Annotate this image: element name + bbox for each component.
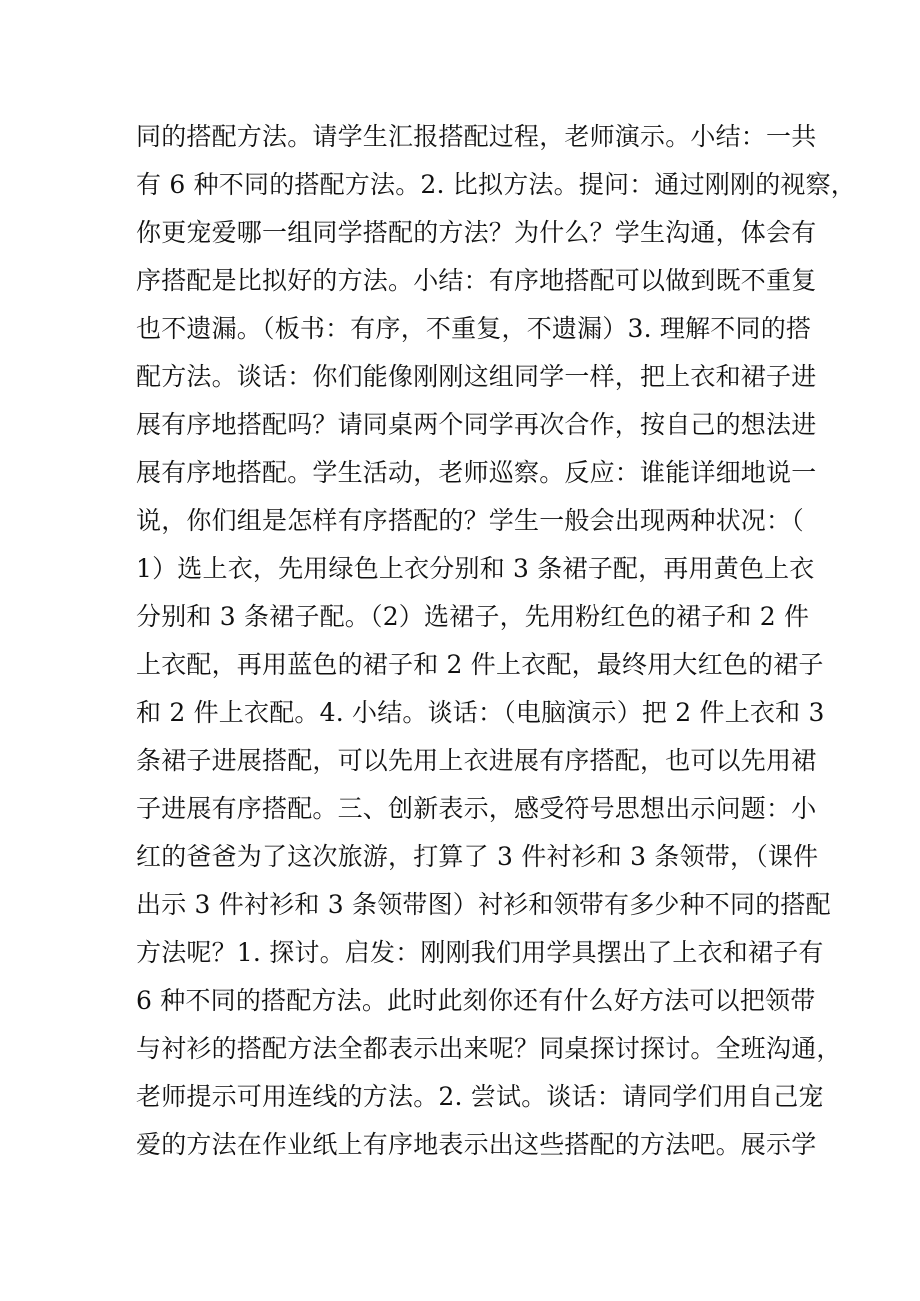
text-line: 序搭配是比拟好的方法。小结：有序地搭配可以做到既不重复 xyxy=(136,266,817,295)
text-line: 配方法。谈话：你们能像刚刚这组同学一样，把上衣和裙子进 xyxy=(136,362,817,391)
text-line: 和 2 件上衣配。4. 小结。谈话：（电脑演示）把 2 件上衣和 3 xyxy=(136,698,825,727)
text-line: 方法呢？1. 探讨。启发：刚刚我们用学具摆出了上衣和裙子有 xyxy=(136,938,824,967)
text-line: 爱的方法在作业纸上有序地表示出这些搭配的方法吧。展示学 xyxy=(136,1130,817,1159)
text-line: 老师提示可用连线的方法。2. 尝试。谈话：请同学们用自己宠 xyxy=(136,1082,824,1111)
text-line: 条裙子进展搭配，可以先用上衣进展有序搭配，也可以先用裙 xyxy=(136,746,817,775)
text-line: 展有序地搭配吗？请同桌两个同学再次合作，按自己的想法进 xyxy=(136,410,817,439)
text-line: 也不遗漏。（板书：有序，不重复，不遗漏）3. 理解不同的搭 xyxy=(136,314,812,343)
text-line: 出示 3 件衬衫和 3 条领带图）衬衫和领带有多少种不同的搭配 xyxy=(136,890,831,919)
body-text xyxy=(136,113,857,1169)
text-line: 同的搭配方法。请学生汇报搭配过程，老师演示。小结：一共 xyxy=(136,122,817,151)
text-line: 红的爸爸为了这次旅游，打算了 3 件衬衫和 3 条领带，（课件 xyxy=(136,842,819,871)
text-line: 说，你们组是怎样有序搭配的？学生一般会出现两种状况：（ xyxy=(136,506,804,535)
text-line: 6 种不同的搭配方法。此时此刻你还有什么好方法可以把领带 xyxy=(136,986,816,1015)
text-line: 展有序地搭配。学生活动，老师巡察。反应：谁能详细地说一 xyxy=(136,458,817,487)
text-line: 分别和 3 条裙子配。（2）选裙子，先用粉红色的裙子和 2 件 xyxy=(136,602,810,631)
text-line: 与衬衫的搭配方法全都表示出来呢？同桌探讨探讨。全班沟通， xyxy=(136,1034,842,1063)
text-line: 有 6 种不同的搭配方法。2. 比拟方法。提问：通过刚刚的视察， xyxy=(136,170,857,199)
text-line: 子进展有序搭配。三、创新表示，感受符号思想出示问题：小 xyxy=(136,794,817,823)
text-line: 1）选上衣，先用绿色上衣分别和 3 条裙子配，再用黄色上衣 xyxy=(136,554,815,583)
text-line: 上衣配，再用蓝色的裙子和 2 件上衣配，最终用大红色的裙子 xyxy=(136,650,824,679)
text-line: 你更宠爱哪一组同学搭配的方法？为什么？学生沟通，体会有 xyxy=(136,218,817,247)
